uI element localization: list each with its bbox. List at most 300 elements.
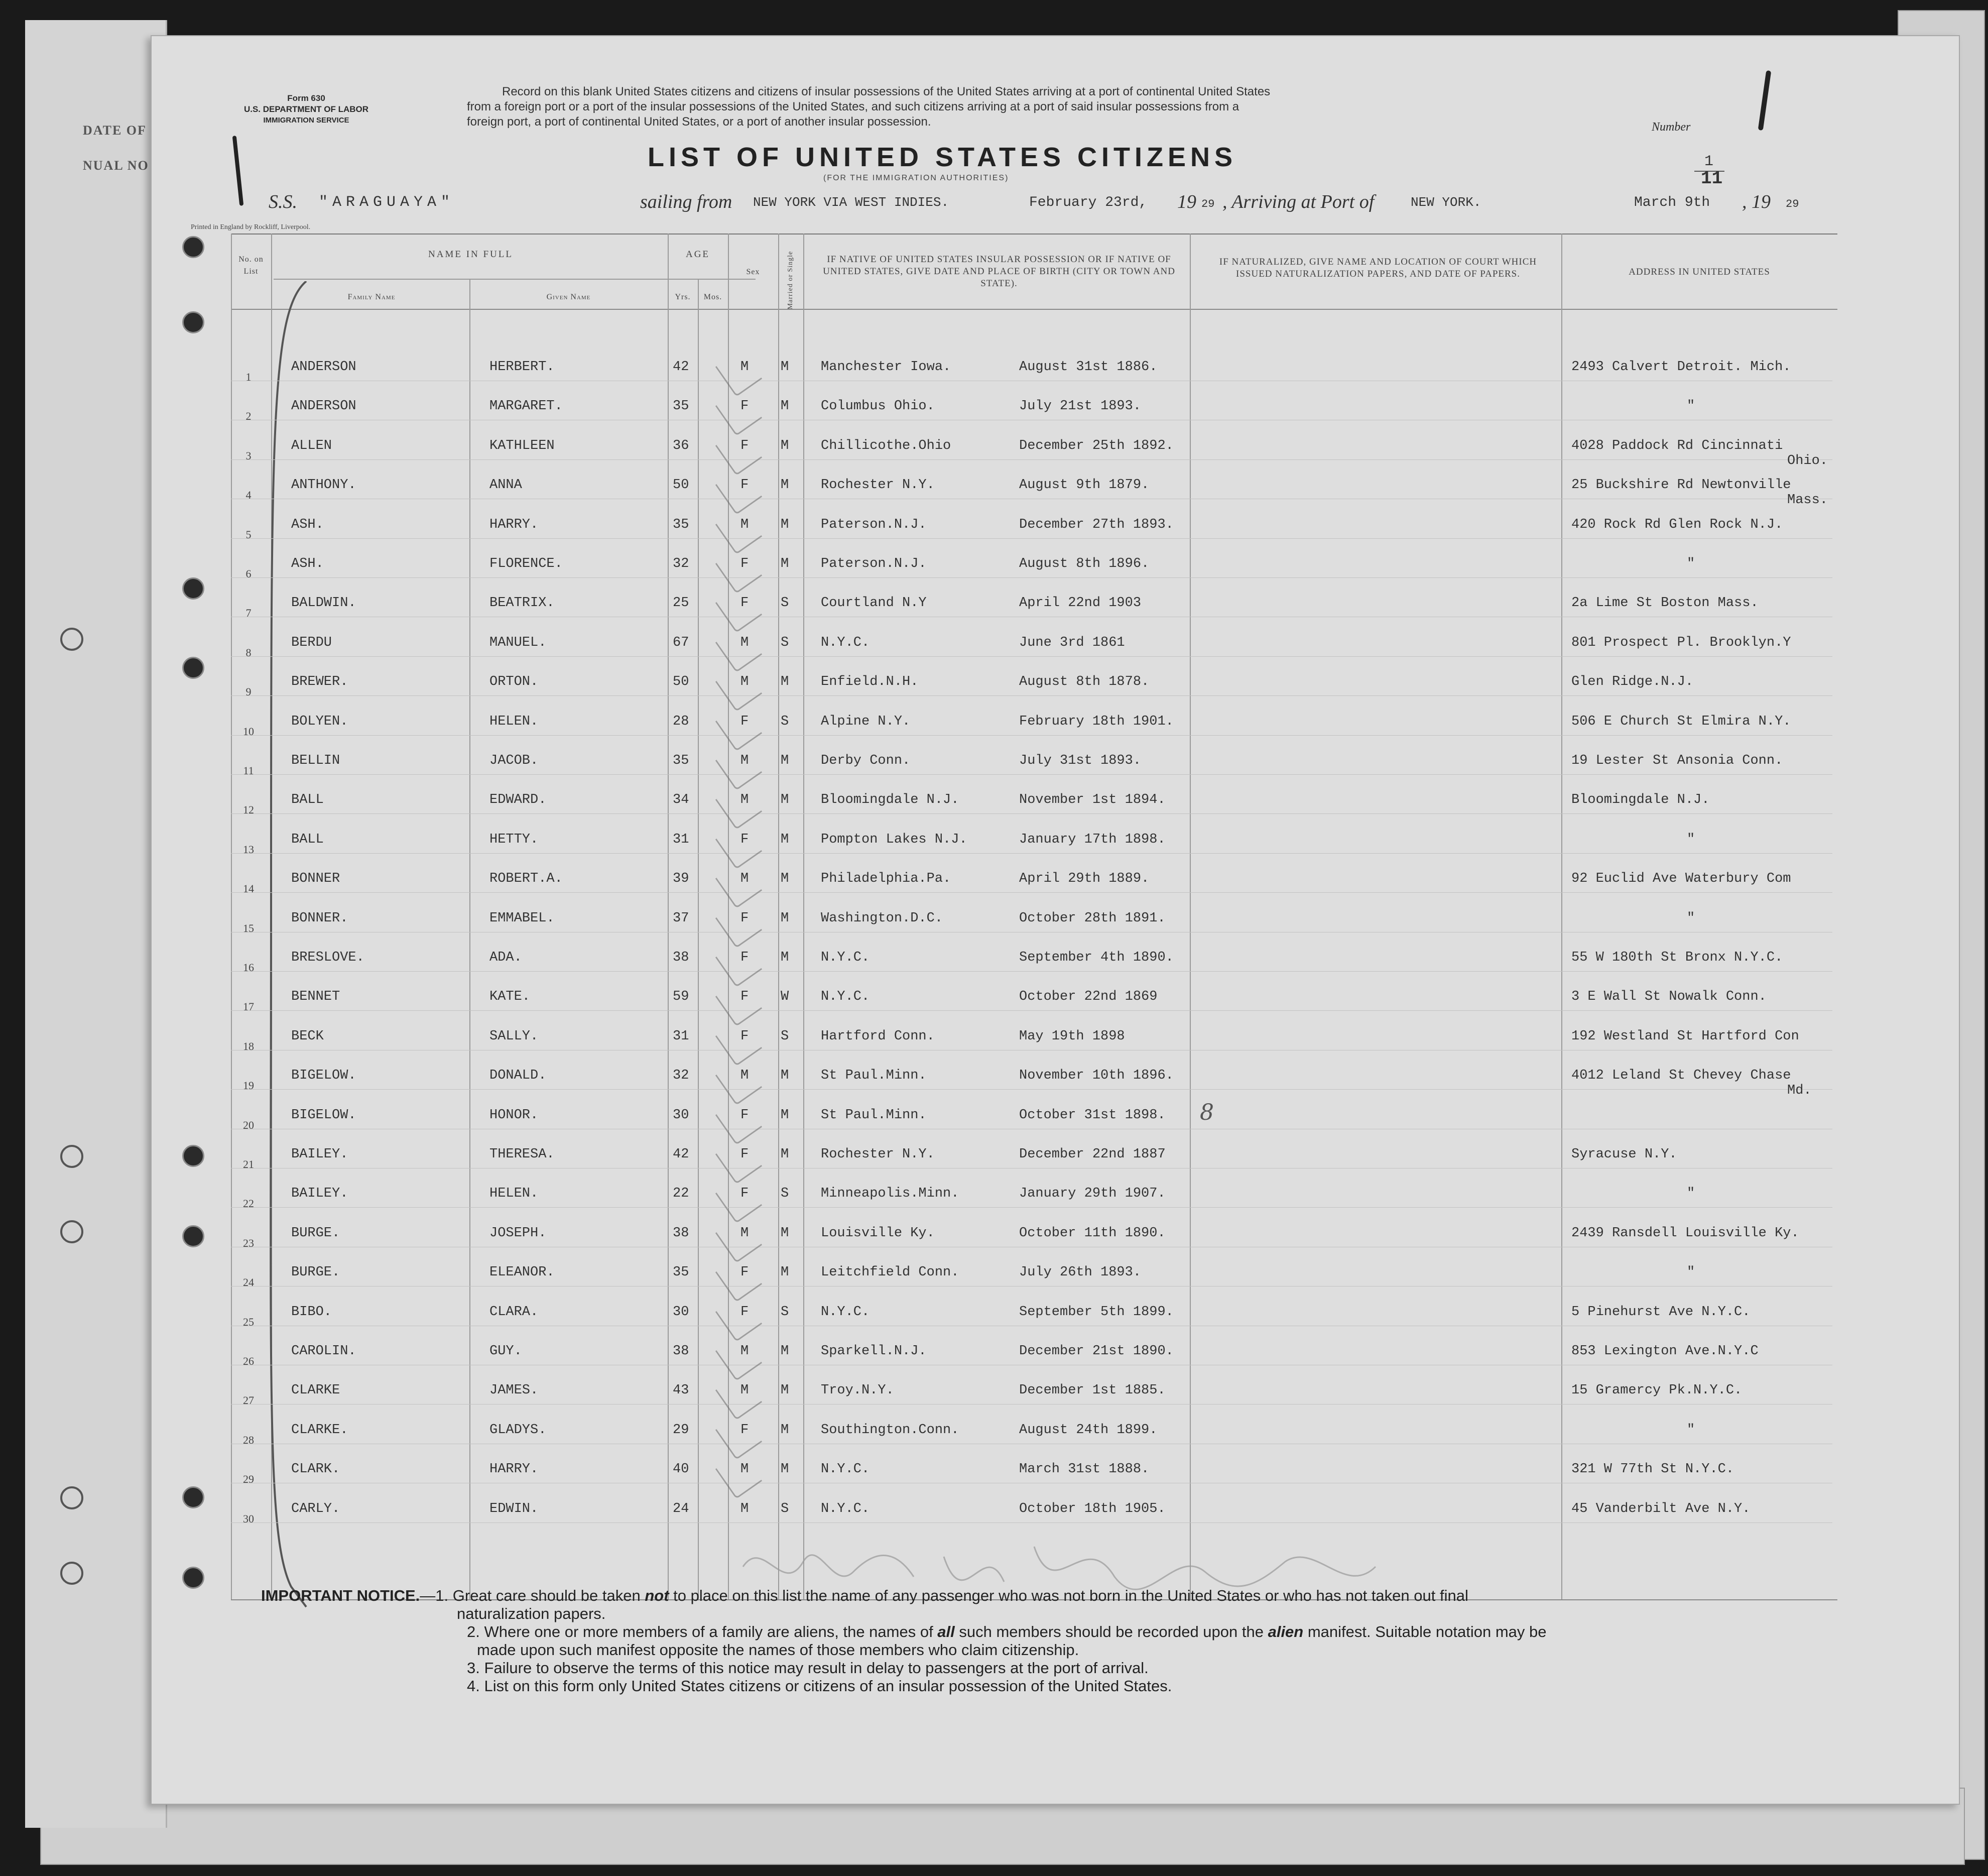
important-notice: [261, 1587, 1837, 1695]
age-years: 32: [673, 556, 689, 571]
given-name: CLARA.: [489, 1305, 539, 1320]
sex: F: [740, 714, 749, 729]
header-birth: IF NATIVE OF UNITED STATES INSULAR POSSESSION OR IF NATIVE OF UNITED STATES, GIVE DATE AND PLACE OF BIRTH (CITY OR TOWN AND STATE).: [823, 254, 1175, 289]
birth-date: December 27th 1893.: [1019, 517, 1174, 532]
record-instructions: [467, 84, 1596, 130]
age-years: 50: [673, 478, 689, 493]
sex: M: [740, 1226, 749, 1241]
row-number: 24: [243, 1276, 254, 1288]
address: 4028 Paddock Rd Cincinnati: [1571, 438, 1783, 453]
sex: F: [740, 1108, 749, 1123]
col-divider: [1561, 233, 1562, 1599]
family-name: CAROLIN.: [291, 1344, 356, 1359]
row-divider: [231, 695, 1832, 696]
birth-date: September 5th 1899.: [1019, 1305, 1174, 1320]
marital-status: M: [781, 674, 789, 689]
notice-head: IMPORTANT NOTICE.: [261, 1587, 420, 1604]
birth-place: Paterson.N.J.: [821, 556, 927, 571]
given-name: FLORENCE.: [489, 556, 563, 571]
marital-status: S: [781, 1501, 789, 1516]
address-line-2: Md.: [1787, 1083, 1812, 1098]
birth-place: Rochester N.Y.: [821, 1147, 935, 1162]
birth-date: August 8th 1878.: [1019, 674, 1150, 689]
family-name: CARLY.: [291, 1501, 340, 1516]
given-name: ANNA: [489, 478, 522, 493]
marital-status: M: [781, 399, 789, 414]
family-name: BONNER: [291, 871, 340, 886]
form-department: U.S. DEPARTMENT OF LABOR: [243, 104, 369, 114]
row-divider: [231, 1089, 1832, 1090]
birth-place: Leitchfield Conn.: [821, 1265, 959, 1280]
row-number: 19: [243, 1079, 254, 1092]
sex: F: [740, 1423, 749, 1438]
birth-place: Chillicothe.Ohio: [821, 438, 951, 453]
sex: M: [740, 1068, 749, 1083]
given-name: KATHLEEN: [489, 438, 555, 453]
given-name: EDWIN.: [489, 1501, 539, 1516]
birth-place: Washington.D.C.: [821, 911, 943, 926]
sex: M: [740, 792, 749, 807]
marital-status: M: [781, 950, 789, 965]
age-years: 38: [673, 950, 689, 965]
binder-hole: [60, 628, 83, 651]
age-years: 43: [673, 1383, 689, 1398]
birth-date: September 4th 1890.: [1019, 950, 1174, 965]
address: 192 Westland St Hartford Con: [1571, 1029, 1799, 1044]
address: ": [1687, 1265, 1695, 1280]
address: 801 Prospect Pl. Brooklyn.Y: [1571, 635, 1791, 650]
sex: F: [740, 911, 749, 926]
age-years: 22: [673, 1186, 689, 1201]
marital-status: M: [781, 360, 789, 375]
row-number: 3: [245, 449, 252, 462]
birth-date: December 21st 1890.: [1019, 1344, 1174, 1359]
marital-status: M: [781, 556, 789, 571]
marital-status: M: [781, 871, 789, 886]
row-divider: [231, 853, 1832, 854]
page-title: LIST OF UNITED STATES CITIZENS: [648, 142, 1237, 172]
address: 15 Gramercy Pk.N.Y.C.: [1571, 1383, 1743, 1398]
birth-place: Hartford Conn.: [821, 1029, 935, 1044]
address: 55 W 180th St Bronx N.Y.C.: [1571, 950, 1783, 965]
sex: F: [740, 950, 749, 965]
family-name: BALDWIN.: [291, 596, 356, 611]
row-number: 21: [243, 1158, 254, 1170]
address-line-2: Ohio.: [1787, 453, 1828, 468]
family-name: ANTHONY.: [291, 478, 356, 493]
birth-place: Paterson.N.J.: [821, 517, 927, 532]
row-number: 9: [245, 685, 252, 698]
birth-date: July 31st 1893.: [1019, 753, 1142, 768]
sex: M: [740, 1344, 749, 1359]
marital-status: M: [781, 1068, 789, 1083]
row-number: 15: [243, 922, 254, 934]
row-number: 23: [243, 1237, 254, 1249]
given-name: HONOR.: [489, 1108, 539, 1123]
birth-date: January 17th 1898.: [1019, 832, 1166, 847]
marital-status: M: [781, 1344, 789, 1359]
birth-date: October 31st 1898.: [1019, 1108, 1166, 1123]
ss-label: S.S.: [269, 191, 297, 212]
family-name: BAILEY.: [291, 1186, 348, 1201]
age-years: 30: [673, 1108, 689, 1123]
row-number: 12: [243, 803, 254, 816]
form-number: Form 630: [287, 93, 325, 103]
year-prefix: , 19: [1742, 191, 1771, 212]
name-subheader-line: [274, 279, 756, 280]
given-name: HARRY.: [489, 1462, 539, 1477]
family-name: BIGELOW.: [291, 1068, 356, 1083]
address: 853 Lexington Ave.N.Y.C: [1571, 1344, 1759, 1359]
notice-line-6: 4. List on this form only United States citizens or citizens of an insular possession of the United States.: [467, 1677, 1172, 1695]
given-name: GUY.: [489, 1344, 522, 1359]
marital-status: M: [781, 1383, 789, 1398]
row-number: 30: [243, 1512, 254, 1525]
row-divider: [231, 1207, 1832, 1208]
row-divider: [231, 813, 1832, 814]
age-years: 29: [673, 1423, 689, 1438]
punch-hole: [182, 1145, 204, 1167]
given-name: SALLY.: [489, 1029, 539, 1044]
sailing-label: sailing from: [640, 191, 732, 212]
notice-emphasis: all: [937, 1623, 955, 1640]
row-number: 17: [243, 1000, 254, 1013]
col-divider: [469, 279, 470, 1599]
address: 506 E Church St Elmira N.Y.: [1571, 714, 1791, 729]
header-address: ADDRESS IN UNITED STATES: [1629, 267, 1770, 277]
arriving-label: , Arriving at Port of: [1222, 191, 1375, 212]
notice-line-1: [261, 1587, 1837, 1605]
binder-hole: [60, 1562, 83, 1585]
birth-place: N.Y.C.: [821, 1462, 870, 1477]
notice-line-2: naturalization papers.: [457, 1605, 606, 1622]
row-number: 7: [245, 607, 252, 619]
header-given-name: Given Name: [546, 293, 591, 301]
birth-place: Enfield.N.H.: [821, 674, 919, 689]
family-name: CLARK.: [291, 1462, 340, 1477]
birth-date: June 3rd 1861: [1019, 635, 1125, 650]
age-years: 50: [673, 674, 689, 689]
family-name: BREWER.: [291, 674, 348, 689]
sex: M: [740, 360, 749, 375]
marital-status: S: [781, 596, 789, 611]
age-years: 40: [673, 1462, 689, 1477]
sex: M: [740, 1383, 749, 1398]
age-years: 28: [673, 714, 689, 729]
number-label: Number: [1652, 121, 1691, 134]
age-years: 32: [673, 1068, 689, 1083]
birth-place: Manchester Iowa.: [821, 360, 951, 375]
row-number: 2: [245, 410, 252, 422]
address: Bloomingdale N.J.: [1571, 792, 1710, 807]
sex: F: [740, 989, 749, 1004]
birth-place: Troy.N.Y.: [821, 1383, 894, 1398]
birth-date: July 21st 1893.: [1019, 399, 1142, 414]
given-name: KATE.: [489, 989, 531, 1004]
address: ": [1687, 1423, 1695, 1438]
binder-hole: [60, 1220, 83, 1243]
header-married-single: Married or Single: [787, 251, 794, 310]
page-subtitle: (FOR THE IMMIGRATION AUTHORITIES): [823, 174, 1009, 182]
notice-line-5: 3. Failure to observe the terms of this notice may result in delay to passengers at the port of arrival.: [467, 1659, 1149, 1677]
header-mos: Mos.: [703, 293, 722, 301]
row-number: 6: [245, 567, 252, 580]
notice-text: such members should be recorded upon the: [954, 1623, 1268, 1640]
row-number: 22: [243, 1197, 254, 1210]
age-years: 67: [673, 635, 689, 650]
given-name: HARRY.: [489, 517, 539, 532]
birth-place: St Paul.Minn.: [821, 1108, 927, 1123]
notice-line-4: made upon such manifest opposite the names of those members who claim citizenship.: [477, 1641, 1079, 1659]
col-divider: [231, 233, 232, 1599]
arrival-year: 29: [1786, 198, 1799, 210]
age-years: 31: [673, 832, 689, 847]
birth-date: October 22nd 1869: [1019, 989, 1158, 1004]
family-name: BALL: [291, 792, 324, 807]
year-prefix: 19: [1177, 191, 1196, 212]
age-years: 34: [673, 792, 689, 807]
family-name: BOLYEN.: [291, 714, 348, 729]
birth-place: Pompton Lakes N.J.: [821, 832, 967, 847]
address: 45 Vanderbilt Ave N.Y.: [1571, 1501, 1751, 1516]
age-years: 35: [673, 1265, 689, 1280]
binder-hole: [60, 1145, 83, 1168]
age-years: 25: [673, 596, 689, 611]
sex: F: [740, 399, 749, 414]
birth-date: December 22nd 1887: [1019, 1147, 1166, 1162]
binder-hole: [60, 1486, 83, 1509]
marital-status: M: [781, 438, 789, 453]
row-divider: [231, 892, 1832, 893]
list-number-2: 11: [1701, 168, 1723, 189]
marital-status: M: [781, 517, 789, 532]
stamp-date-of: DATE OF: [83, 123, 147, 138]
marital-status: S: [781, 1186, 789, 1201]
marital-status: S: [781, 1029, 789, 1044]
birth-date: October 18th 1905.: [1019, 1501, 1166, 1516]
address: 25 Buckshire Rd Newtonville: [1571, 478, 1791, 493]
birth-place: N.Y.C.: [821, 635, 870, 650]
form-service: IMMIGRATION SERVICE: [263, 116, 349, 125]
sex: M: [740, 635, 749, 650]
family-name: BURGE.: [291, 1226, 340, 1241]
address: 420 Rock Rd Glen Rock N.J.: [1571, 517, 1783, 532]
given-name: ROBERT.A.: [489, 871, 563, 886]
birth-date: March 31st 1888.: [1019, 1462, 1150, 1477]
given-name: HELEN.: [489, 714, 539, 729]
birth-place: St Paul.Minn.: [821, 1068, 927, 1083]
marital-status: M: [781, 832, 789, 847]
sex: F: [740, 1305, 749, 1320]
notice-text: 2. Where one or more members of a family are aliens, the names of: [467, 1623, 938, 1640]
col-divider: [698, 279, 699, 1599]
birth-date: November 1st 1894.: [1019, 792, 1166, 807]
col-divider: [668, 233, 669, 1599]
margin-mark: 8: [1200, 1100, 1214, 1125]
row-number: 5: [245, 528, 252, 541]
birth-date: August 8th 1896.: [1019, 556, 1150, 571]
record-line: Record on this blank United States citizens and citizens of insular possessions of the United States arriving at a port of continental United States: [502, 85, 1271, 98]
birth-date: November 10th 1896.: [1019, 1068, 1174, 1083]
departure-date: February 23rd,: [1029, 195, 1148, 210]
given-name: JOSEPH.: [489, 1226, 547, 1241]
birth-date: July 26th 1893.: [1019, 1265, 1142, 1280]
age-years: 35: [673, 517, 689, 532]
given-name: HELEN.: [489, 1186, 539, 1201]
sex: M: [740, 1501, 749, 1516]
record-line: foreign port, a port of continental United States, or a port of another insular possession.: [467, 115, 931, 129]
birth-place: Courtland N.Y: [821, 596, 927, 611]
birth-place: Rochester N.Y.: [821, 478, 935, 493]
family-name: BURGE.: [291, 1265, 340, 1280]
header-sex: Sex: [746, 268, 760, 276]
row-number: 28: [243, 1434, 254, 1446]
address: 321 W 77th St N.Y.C.: [1571, 1462, 1734, 1477]
age-years: 24: [673, 1501, 689, 1516]
row-number: 1: [245, 371, 252, 383]
given-name: EMMABEL.: [489, 911, 555, 926]
row-divider: [231, 774, 1832, 775]
ship-name: "ARAGUAYA": [319, 194, 455, 211]
marital-status: S: [781, 635, 789, 650]
departure-port: NEW YORK VIA WEST INDIES.: [753, 195, 949, 210]
address: 3 E Wall St Nowalk Conn.: [1571, 989, 1767, 1004]
family-name: BECK: [291, 1029, 324, 1044]
form-meta: [231, 93, 382, 126]
sex: F: [740, 556, 749, 571]
col-divider: [778, 233, 779, 1599]
row-divider: [231, 1010, 1832, 1011]
given-name: DONALD.: [489, 1068, 547, 1083]
family-name: BAILEY.: [291, 1147, 348, 1162]
punch-hole: [182, 657, 204, 679]
row-number: 20: [243, 1119, 254, 1131]
address: Glen Ridge.N.J.: [1571, 674, 1694, 689]
family-name: BERDU: [291, 635, 332, 650]
row-number: 29: [243, 1473, 254, 1485]
address: 19 Lester St Ansonia Conn.: [1571, 753, 1783, 768]
age-years: 42: [673, 360, 689, 375]
birth-place: Derby Conn.: [821, 753, 911, 768]
birth-place: N.Y.C.: [821, 989, 870, 1004]
birth-date: August 9th 1879.: [1019, 478, 1150, 493]
row-divider: [231, 577, 1832, 578]
family-name: BENNET: [291, 989, 340, 1004]
address: Syracuse N.Y.: [1571, 1147, 1677, 1162]
notice-emphasis: alien: [1268, 1623, 1304, 1640]
printer-note: Printed in England by Rockliff, Liverpool.: [191, 223, 311, 231]
address: ": [1687, 399, 1695, 414]
age-years: 30: [673, 1305, 689, 1320]
row-number: 18: [243, 1040, 254, 1052]
sex: F: [740, 1147, 749, 1162]
age-years: 36: [673, 438, 689, 453]
given-name: THERESA.: [489, 1147, 555, 1162]
given-name: JAMES.: [489, 1383, 539, 1398]
birth-place: N.Y.C.: [821, 950, 870, 965]
given-name: JACOB.: [489, 753, 539, 768]
age-years: 37: [673, 911, 689, 926]
address: ": [1687, 832, 1695, 847]
notice-text: —1. Great care should be taken: [420, 1587, 645, 1604]
marital-status: M: [781, 1226, 789, 1241]
header-family-name: Family Name: [347, 293, 396, 301]
sex: F: [740, 1029, 749, 1044]
address: 2439 Ransdell Louisville Ky.: [1571, 1226, 1799, 1241]
birth-place: Alpine N.Y.: [821, 714, 911, 729]
age-years: 59: [673, 989, 689, 1004]
family-name: CLARKE: [291, 1383, 340, 1398]
sex: M: [740, 517, 749, 532]
family-name: ANDERSON: [291, 360, 356, 375]
birth-place: Bloomingdale N.J.: [821, 792, 959, 807]
punch-hole: [182, 311, 204, 333]
row-number: 14: [243, 882, 254, 895]
sex: M: [740, 871, 749, 886]
marital-status: M: [781, 1147, 789, 1162]
row-number: 4: [245, 489, 252, 501]
address: ": [1687, 556, 1695, 571]
given-name: MANUEL.: [489, 635, 547, 650]
sex: F: [740, 1265, 749, 1280]
left-binding-strip: [25, 20, 167, 1828]
birth-date: August 31st 1886.: [1019, 360, 1158, 375]
notice-emphasis: not: [645, 1587, 669, 1604]
family-name: BALL: [291, 832, 324, 847]
birth-place: Southington.Conn.: [821, 1423, 959, 1438]
marital-status: S: [781, 714, 789, 729]
family-name: BIBO.: [291, 1305, 332, 1320]
row-divider: [231, 459, 1832, 460]
family-name: BONNER.: [291, 911, 348, 926]
age-years: 31: [673, 1029, 689, 1044]
birth-date: December 1st 1885.: [1019, 1383, 1166, 1398]
header-age: AGE: [685, 249, 710, 260]
notice-line-3: [261, 1623, 1837, 1641]
row-divider: [231, 538, 1832, 539]
birth-date: May 19th 1898: [1019, 1029, 1125, 1044]
header-name-in-full: NAME IN FULL: [428, 249, 513, 260]
row-number: 27: [243, 1394, 254, 1406]
voyage-line: [269, 191, 1845, 216]
notice-text: to place on this list the name of any passenger who was not born in the United States or who has not taken out final: [669, 1587, 1468, 1604]
row-divider: [231, 735, 1832, 736]
birth-place: N.Y.C.: [821, 1501, 870, 1516]
given-name: EDWARD.: [489, 792, 547, 807]
row-number: 8: [245, 646, 252, 659]
col-divider: [1190, 233, 1191, 1599]
given-name: ELEANOR.: [489, 1265, 555, 1280]
age-years: 38: [673, 1226, 689, 1241]
table-top-border: [231, 233, 1837, 234]
punch-hole: [182, 1567, 204, 1589]
marital-status: M: [781, 911, 789, 926]
age-years: 39: [673, 871, 689, 886]
sex: F: [740, 1186, 749, 1201]
given-name: MARGARET.: [489, 399, 563, 414]
marital-status: M: [781, 1265, 789, 1280]
marital-status: M: [781, 792, 789, 807]
row-number: 13: [243, 843, 254, 856]
marital-status: M: [781, 478, 789, 493]
sex: F: [740, 832, 749, 847]
given-name: HETTY.: [489, 832, 539, 847]
marital-status: S: [781, 1305, 789, 1320]
family-name: BELLIN: [291, 753, 340, 768]
given-name: ADA.: [489, 950, 522, 965]
departure-year: 29: [1201, 198, 1215, 210]
age-years: 35: [673, 399, 689, 414]
